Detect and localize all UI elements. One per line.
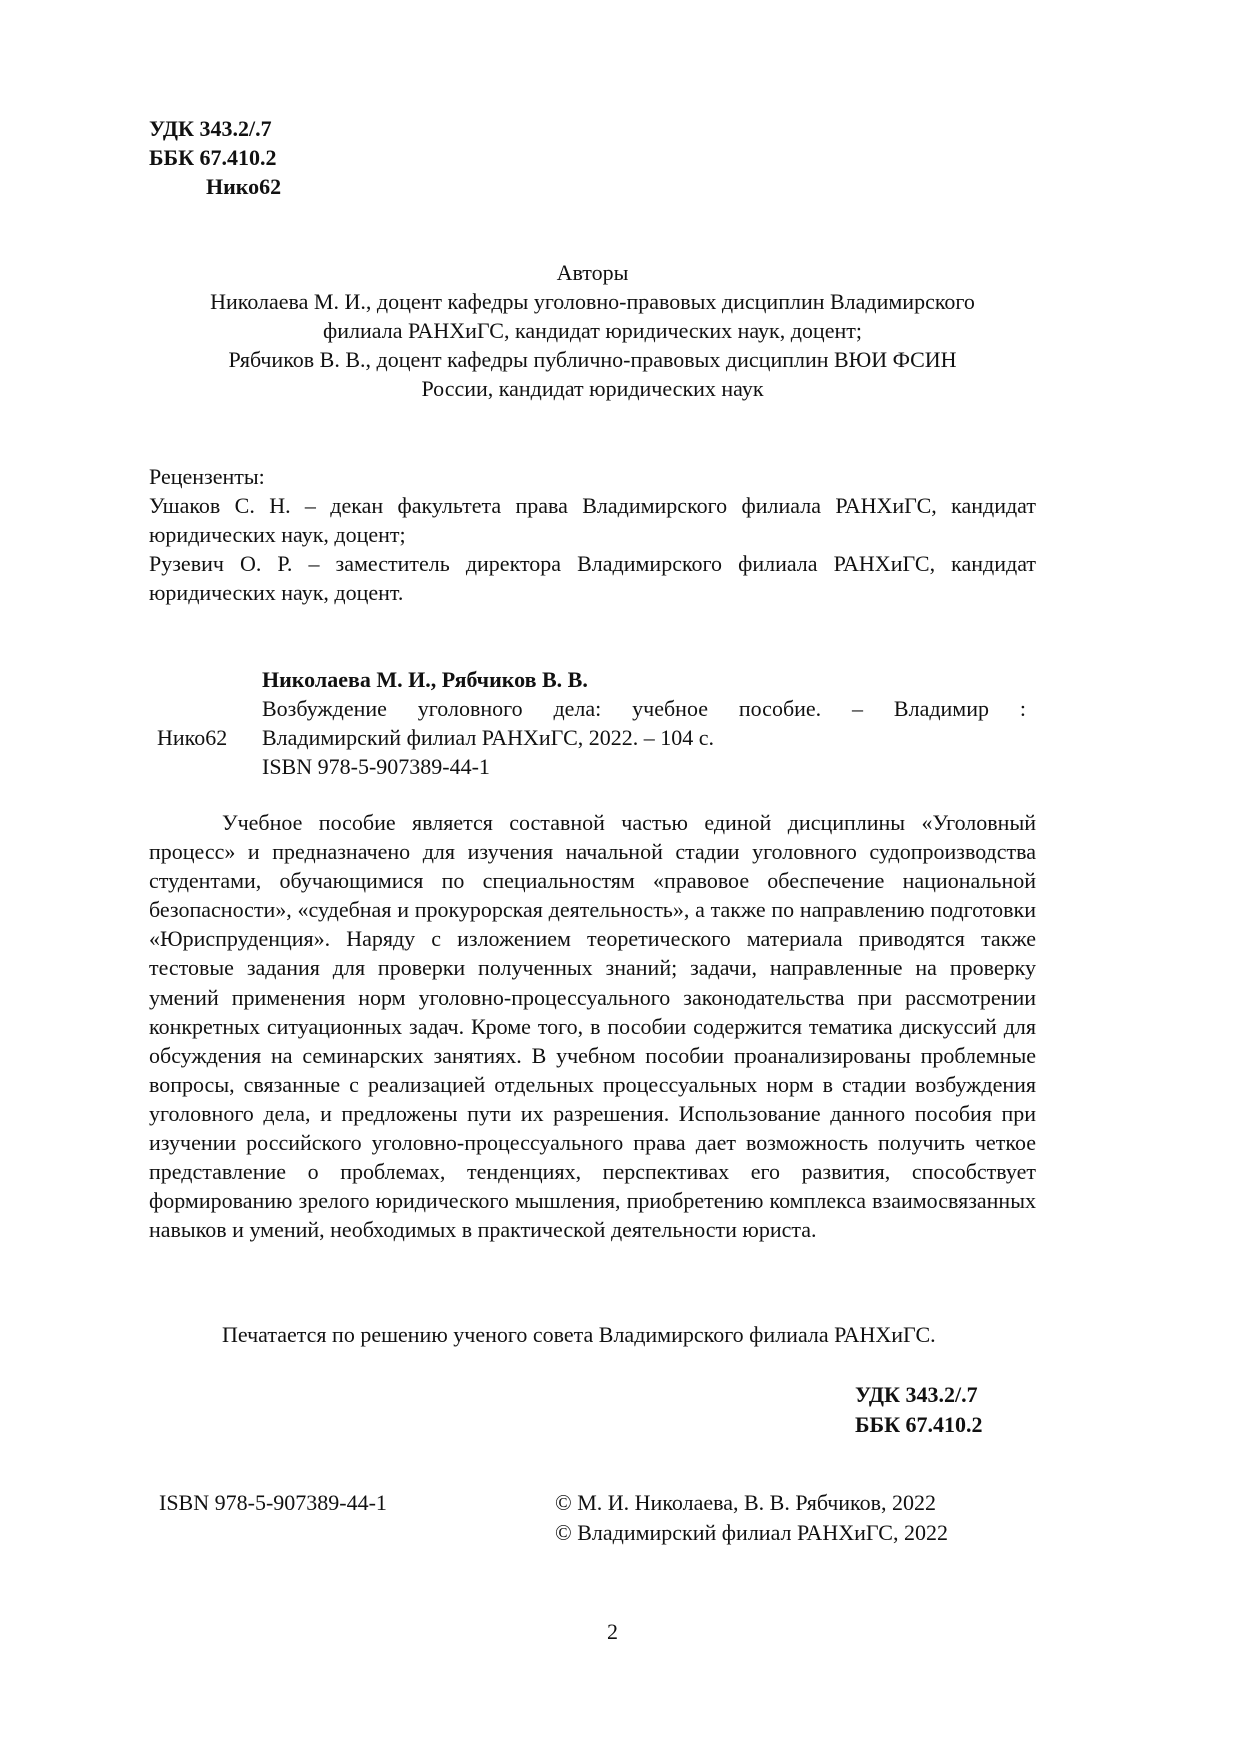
reviewer-entry: Рузевич О. Р. – заместитель директора Владимирского филиала РАНХиГС, кандидат юридических наук, доцент. [149,551,1036,605]
reviewer-entry: Ушаков С. Н. – декан факультета права Владимирского филиала РАНХиГС, кандидат юридических наук, доцент; [149,493,1036,547]
abstract-paragraph: Учебное пособие является составной частью единой дисциплины «Уголовный процесс» и предназначено для изучения начальной стадии уголовного судопроизводства студентами, обучающимися по специальностям «правовое обеспечение национальной безопасности», «судебная и прокурорская деятельность», а также по направлению подготовки «Юриспруденция». Наряду с изложением теоретического материала приводятся также тестовые задания для проверки полученных знаний; задачи, направленные на проверку умений применения норм уголовно-процессуального законодательства при рассмотрении конкретных ситуационных задач. Кроме того, в пособии содержится тематика дискуссий для обсуждения на семинарских занятиях. В учебном пособии проанализированы проблемные вопросы, связанные с реализацией отдельных процессуальных норм в стадии возбуждения уголовного дела, и предложены пути их разрешения. Использование данного пособия при изучении российского уголовно-процессуального права дает возможность получить четкое представление о проблемах, тенденциях, перспективах его развития, способствует формированию зрелого юридического мышления, приобретению комплекса взаимосвязанных навыков и умений, необходимых в практической деятельности юриста. [149,810,1036,1243]
bbk-code: ББК 67.410.2 [855,1412,983,1437]
authors-section [140,258,1045,403]
imprint-isbn: ISBN 978-5-907389-44-1 [159,1490,387,1515]
udk-code: УДК 343.2/.7 [855,1382,978,1407]
reviewers-heading: Рецензенты: [149,464,265,489]
bbk-code: ББК 67.410.2 [149,145,277,170]
author-line-4: России, кандидат юридических наук [421,376,764,401]
print-note: Печатается по решению ученого совета Владимирского филиала РАНХиГС. [222,1322,936,1347]
author-line-2: филиала РАНХиГС, кандидат юридических наук, доцент; [323,318,862,343]
biblio-title: Возбуждение уголовного дела: учебное пособие. – Владимир : [262,696,1026,721]
author-mark: Нико62 [206,174,282,199]
biblio-isbn: ISBN 978-5-907389-44-1 [262,754,490,779]
biblio-author-code: Нико62 [157,725,228,750]
author-line-1: Николаева М. И., доцент кафедры уголовно-правовых дисциплин Владимирского [210,289,975,314]
classification-codes-bottom [855,1380,983,1440]
biblio-publisher: Владимирский филиал РАНХиГС, 2022. – 104 с. [262,725,715,750]
copyright-publisher: © Владимирский филиал РАНХиГС, 2022 [555,1520,948,1545]
copyright-section [555,1488,948,1548]
copyright-authors: © М. И. Николаева, В. В. Рябчиков, 2022 [555,1490,936,1515]
authors-heading: Авторы [556,260,629,285]
classification-codes-top [149,114,281,201]
udk-code: УДК 343.2/.7 [149,116,272,141]
page-number: 2 [607,1619,618,1644]
reviewers-section [149,462,1036,607]
author-line-3: Рябчиков В. В., доцент кафедры публично-правовых дисциплин ВЮИ ФСИН [228,347,957,372]
biblio-authors: Николаева М. И., Рябчиков В. В. [262,667,588,692]
